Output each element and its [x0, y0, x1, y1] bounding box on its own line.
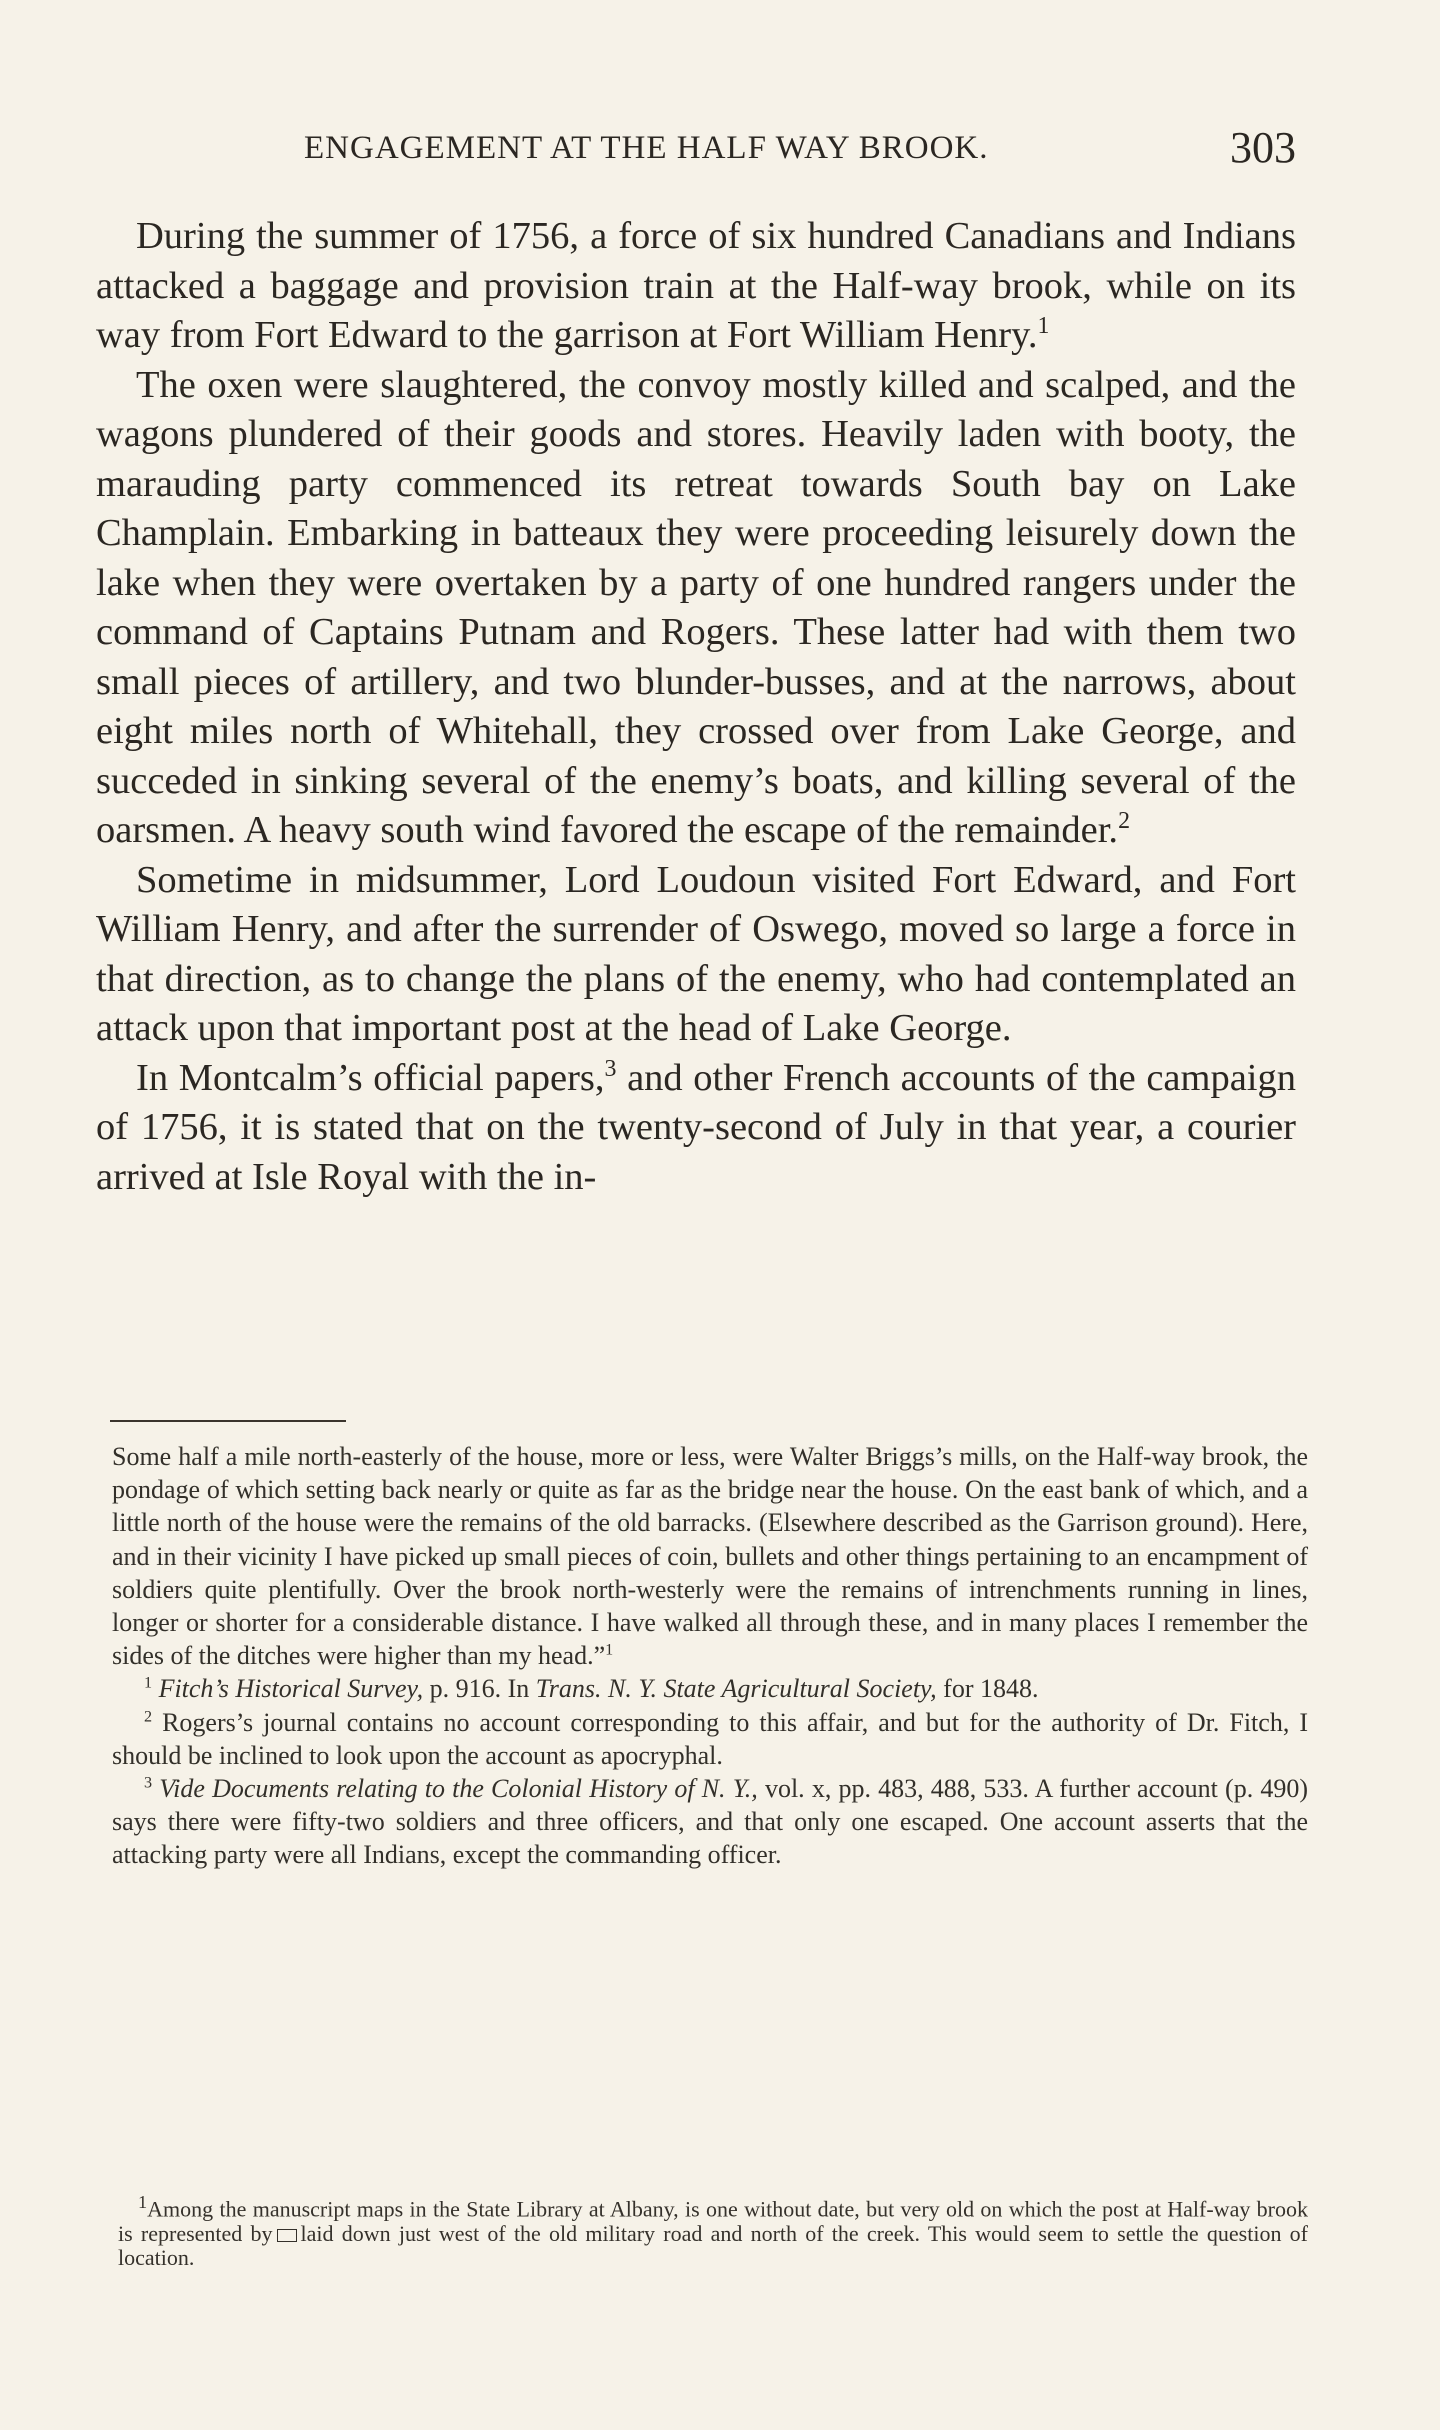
main-text	[96, 212, 1296, 1202]
square-map-symbol-icon	[277, 2229, 297, 2242]
footnote-2-number: 2	[144, 1707, 153, 1725]
footnote-1-number: 1	[144, 1674, 153, 1692]
paragraph-1	[96, 212, 1296, 361]
footnote-3-text: vol. x, pp. 483, 488, 533. A further account (p. 490) says there were fifty-two soldiers and three officers, and that only one escaped. One account asserts that the attacking party were all Indians, except the commanding officer.	[112, 1774, 1309, 1870]
footnote-1-mid: p. 916. In	[423, 1674, 536, 1704]
sub-footnote-number: 1	[138, 2192, 148, 2212]
footnote-1	[112, 1672, 1308, 1705]
footnote-2-text: Rogers’s journal contains no account corresponding to this affair, and but for the authority of Dr. Fitch, I should be inclined to look upon the account as apocryphal.	[112, 1707, 1309, 1770]
footnote-continued	[112, 1440, 1308, 1672]
paragraph-1-text: During the summer of 1756, a force of six hundred Canadians and Indians attacked a baggage and provision train at the Half-way brook, while on its way from Fort Edward to the garrison at Fort William Henry.	[96, 215, 1296, 356]
footnote-2	[112, 1706, 1308, 1772]
paragraph-4-text-b: and other French accounts of the campaign of 1756, it is stated that on the twenty-second of July in that year, a courier arrived at Isle Royal with the in-	[96, 1056, 1296, 1198]
sub-footnote	[118, 2190, 1308, 2271]
footnote-ref-1: 1	[1037, 313, 1050, 340]
sub-footnote-text-a: Among the manuscript maps in the State Library at Albany, is one without date, but very old on which the post at Half-way brook is represented by	[118, 2196, 1308, 2246]
footnote-3-number: 3	[144, 1774, 153, 1792]
footnote-ref-2: 2	[1118, 808, 1130, 835]
paragraph-4-text-a: In Montcalm’s official papers,	[136, 1056, 605, 1099]
footnote-continued-text: Some half a mile north-easterly of the house, more or less, were Walter Briggs’s mills, on the Half-way brook, the pondage of which setting back nearly or quite as far as the bridge near the house. On the east bank of which, and a little north of the house were the remains of the old barracks. (Elsewhere described as the Garrison ground). Here, and in their vicinity I have picked up small pieces of coin, bullets and other things pertaining to an encampment of soldiers quite plentifully. Over the brook north-westerly were the remains of intrenchments running in lines, longer or shorter for a considerable distance. I have walked all through these, and in many places I remember the sides of the ditches were higher than my head.”	[112, 1442, 1308, 1671]
footnote-3	[112, 1772, 1308, 1872]
paragraph-2-text: The oxen were slaughtered, the convoy mostly killed and scalped, and the wagons plundered of their goods and stores. Heavily laden with booty, the marauding party commenced its retreat towards South bay on Lake Champlain. Embarking in batteaux they were proceeding leisurely down the lake when they were overtaken by a party of one hundred rangers under the command of Captains Putnam and Rogers. These latter had with them two small pieces of artillery, and two blunder-busses, and at the narrows, about eight miles north of Whitehall, they crossed over from Lake George, and succeded in sinking several of the enemy’s boats, and killing several of the oarsmen. A heavy south wind favored the escape of the remainder.	[96, 363, 1296, 851]
paragraph-4	[96, 1054, 1296, 1203]
footnote-1-end: for 1848.	[936, 1674, 1039, 1704]
page-header	[296, 122, 1296, 178]
footnote-3-title: Vide Documents relating to the Colonial History of N. Y.,	[159, 1774, 758, 1804]
paragraph-3: Sometime in midsummer, Lord Loudoun visited Fort Edward, and Fort William Henry, and after the surrender of Oswego, moved so large a force in that direction, as to change the plans of the enemy, who had contemplated an attack upon that important post at the head of Lake George.	[96, 858, 1296, 1049]
running-title: ENGAGEMENT AT THE HALF WAY BROOK.	[304, 130, 989, 166]
footnote-rule	[110, 1420, 346, 1422]
footnotes	[112, 1440, 1308, 1872]
footnote-1-journal: Trans. N. Y. State Agricultural Society,	[535, 1674, 937, 1704]
page-number: 303	[1230, 123, 1296, 172]
footnote-ref-3: 3	[604, 1055, 617, 1082]
paragraph-2	[96, 361, 1296, 856]
footnote-1-title: Fitch’s Historical Survey,	[158, 1674, 424, 1704]
sub-footnote-text-b: laid down just west of the old military road and north of the creek. This would seem to settle the question of location.	[118, 2220, 1308, 2271]
sub-footnote-1	[118, 2190, 1308, 2271]
footnote-continued-ref: 1	[605, 1641, 614, 1659]
